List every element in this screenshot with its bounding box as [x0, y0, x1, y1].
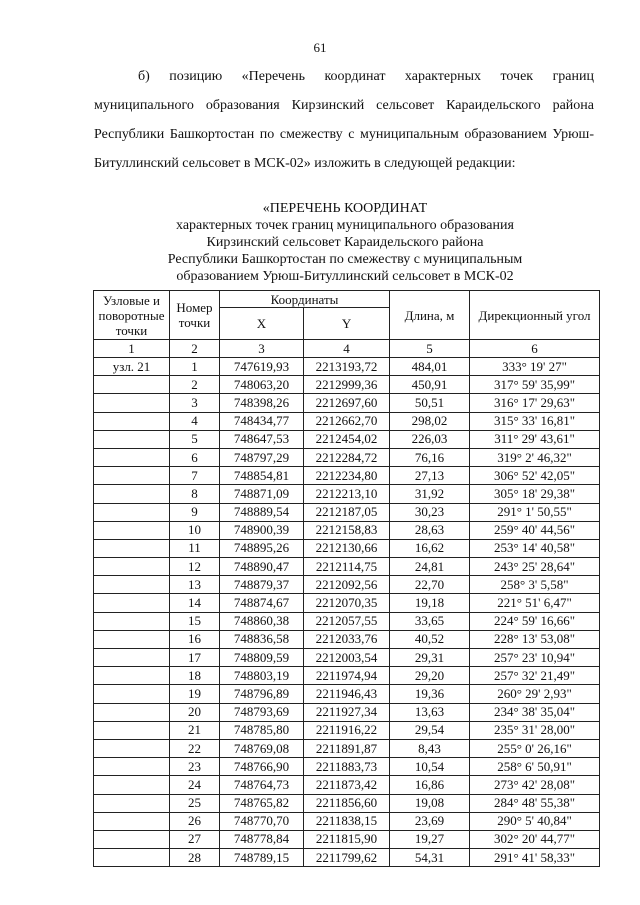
header-direction: Дирекционный угол [470, 291, 600, 340]
angle-cell: 305° 18' 29,38" [470, 485, 600, 503]
y-coordinate-cell: 2211838,15 [304, 812, 390, 830]
title-line: Республики Башкортостан по смежеству с муниципальным [167, 252, 523, 267]
angle-cell: 306° 52' 42,05" [470, 467, 600, 485]
point-number-cell: 17 [170, 649, 220, 667]
table-body [94, 358, 600, 867]
node-cell [94, 612, 170, 630]
table-row [94, 758, 600, 776]
header-y: Y [304, 308, 390, 340]
angle-cell: 224° 59' 16,66" [470, 612, 600, 630]
angle-cell: 291° 41' 58,33" [470, 849, 600, 867]
angle-cell: 228° 13' 53,08" [470, 630, 600, 648]
point-number-cell: 7 [170, 467, 220, 485]
point-number-cell: 11 [170, 539, 220, 557]
length-cell: 22,70 [390, 576, 470, 594]
angle-cell: 221° 51' 6,47" [470, 594, 600, 612]
y-coordinate-cell: 2211946,43 [304, 685, 390, 703]
x-coordinate-cell: 748765,82 [220, 794, 304, 812]
table-row [94, 521, 600, 539]
table-row [94, 503, 600, 521]
node-cell [94, 776, 170, 794]
length-cell: 19,08 [390, 794, 470, 812]
length-cell: 31,92 [390, 485, 470, 503]
x-coordinate-cell: 748766,90 [220, 758, 304, 776]
point-number-cell: 24 [170, 776, 220, 794]
length-cell: 298,02 [390, 412, 470, 430]
table-row [94, 412, 600, 430]
point-number-cell: 3 [170, 394, 220, 412]
angle-cell: 319° 2' 46,32" [470, 448, 600, 466]
length-cell: 29,54 [390, 721, 470, 739]
node-cell [94, 667, 170, 685]
table-row [94, 485, 600, 503]
y-coordinate-cell: 2213193,72 [304, 358, 390, 376]
y-coordinate-cell: 2212158,83 [304, 521, 390, 539]
y-coordinate-cell: 2211916,22 [304, 721, 390, 739]
length-cell: 226,03 [390, 430, 470, 448]
x-coordinate-cell: 748809,59 [220, 649, 304, 667]
node-cell [94, 521, 170, 539]
y-coordinate-cell: 2212662,70 [304, 412, 390, 430]
x-coordinate-cell: 748900,39 [220, 521, 304, 539]
y-coordinate-cell: 2212003,54 [304, 649, 390, 667]
node-cell [94, 849, 170, 867]
node-cell [94, 703, 170, 721]
angle-cell: 260° 29' 2,93" [470, 685, 600, 703]
y-coordinate-cell: 2211974,94 [304, 667, 390, 685]
node-cell [94, 649, 170, 667]
angle-cell: 333° 19' 27" [470, 358, 600, 376]
table-row [94, 794, 600, 812]
table-row [94, 539, 600, 557]
length-cell: 50,51 [390, 394, 470, 412]
y-coordinate-cell: 2212187,05 [304, 503, 390, 521]
title-line: образованием Урюш-Битуллинский сельсовет в МСК-02 [176, 269, 514, 284]
x-coordinate-cell: 748871,09 [220, 485, 304, 503]
length-cell: 23,69 [390, 812, 470, 830]
node-cell [94, 503, 170, 521]
node-cell [94, 485, 170, 503]
point-number-cell: 16 [170, 630, 220, 648]
column-number: 6 [470, 340, 600, 358]
header-nodes: Узловые и поворотные точки [94, 291, 170, 340]
point-number-cell: 1 [170, 358, 220, 376]
node-cell [94, 576, 170, 594]
point-number-cell: 5 [170, 430, 220, 448]
node-cell [94, 794, 170, 812]
node-cell [94, 394, 170, 412]
table-row [94, 394, 600, 412]
y-coordinate-cell: 2212070,35 [304, 594, 390, 612]
x-coordinate-cell: 748764,73 [220, 776, 304, 794]
coordinates-table [93, 290, 600, 867]
x-coordinate-cell: 748836,58 [220, 630, 304, 648]
angle-cell: 284° 48' 55,38" [470, 794, 600, 812]
y-coordinate-cell: 2212213,10 [304, 485, 390, 503]
point-number-cell: 22 [170, 739, 220, 757]
length-cell: 54,31 [390, 849, 470, 867]
length-cell: 29,31 [390, 649, 470, 667]
x-coordinate-cell: 748803,19 [220, 667, 304, 685]
length-cell: 28,63 [390, 521, 470, 539]
angle-cell: 315° 33' 16,81" [470, 412, 600, 430]
point-number-cell: 26 [170, 812, 220, 830]
angle-cell: 259° 40' 44,56" [470, 521, 600, 539]
x-coordinate-cell: 748770,70 [220, 812, 304, 830]
x-coordinate-cell: 748895,26 [220, 539, 304, 557]
node-cell [94, 539, 170, 557]
header-x: X [220, 308, 304, 340]
angle-cell: 235° 31' 28,00" [470, 721, 600, 739]
column-number: 3 [220, 340, 304, 358]
y-coordinate-cell: 2212092,56 [304, 576, 390, 594]
y-coordinate-cell: 2212057,55 [304, 612, 390, 630]
node-cell [94, 376, 170, 394]
point-number-cell: 23 [170, 758, 220, 776]
point-number-cell: 18 [170, 667, 220, 685]
table-row [94, 849, 600, 867]
angle-cell: 255° 0' 26,16" [470, 739, 600, 757]
column-number: 1 [94, 340, 170, 358]
x-coordinate-cell: 748769,08 [220, 739, 304, 757]
length-cell: 29,20 [390, 667, 470, 685]
y-coordinate-cell: 2211799,62 [304, 849, 390, 867]
length-cell: 13,63 [390, 703, 470, 721]
y-coordinate-cell: 2212114,75 [304, 558, 390, 576]
x-coordinate-cell: 748647,53 [220, 430, 304, 448]
node-cell [94, 594, 170, 612]
point-number-cell: 25 [170, 794, 220, 812]
header-length: Длина, м [390, 291, 470, 340]
length-cell: 33,65 [390, 612, 470, 630]
point-number-cell: 8 [170, 485, 220, 503]
y-coordinate-cell: 2212130,66 [304, 539, 390, 557]
length-cell: 8,43 [390, 739, 470, 757]
point-number-cell: 21 [170, 721, 220, 739]
x-coordinate-cell: 748854,81 [220, 467, 304, 485]
table-row [94, 830, 600, 848]
x-coordinate-cell: 748874,67 [220, 594, 304, 612]
node-cell [94, 739, 170, 757]
node-cell [94, 430, 170, 448]
node-cell [94, 630, 170, 648]
length-cell: 19,18 [390, 594, 470, 612]
table-row [94, 376, 600, 394]
y-coordinate-cell: 2211891,87 [304, 739, 390, 757]
x-coordinate-cell: 748796,89 [220, 685, 304, 703]
x-coordinate-cell: 747619,93 [220, 358, 304, 376]
table-row [94, 612, 600, 630]
point-number-cell: 12 [170, 558, 220, 576]
title-line: характерных точек границ муниципального образования [176, 218, 514, 233]
table-row [94, 685, 600, 703]
x-coordinate-cell: 748860,38 [220, 612, 304, 630]
length-cell: 27,13 [390, 467, 470, 485]
title-line: «ПЕРЕЧЕНЬ КООРДИНАТ [262, 201, 428, 216]
length-cell: 30,23 [390, 503, 470, 521]
table-title [100, 200, 590, 285]
node-cell [94, 412, 170, 430]
y-coordinate-cell: 2212697,60 [304, 394, 390, 412]
header-point-number: Номер точки [170, 291, 220, 340]
length-cell: 16,62 [390, 539, 470, 557]
node-cell [94, 758, 170, 776]
point-number-cell: 13 [170, 576, 220, 594]
y-coordinate-cell: 2211815,90 [304, 830, 390, 848]
x-coordinate-cell: 748879,37 [220, 576, 304, 594]
table-row [94, 558, 600, 576]
angle-cell: 253° 14' 40,58" [470, 539, 600, 557]
angle-cell: 257° 32' 21,49" [470, 667, 600, 685]
node-cell [94, 721, 170, 739]
point-number-cell: 20 [170, 703, 220, 721]
node-cell [94, 448, 170, 466]
angle-cell: 258° 6' 50,91" [470, 758, 600, 776]
x-coordinate-cell: 748434,77 [220, 412, 304, 430]
point-number-cell: 15 [170, 612, 220, 630]
y-coordinate-cell: 2212033,76 [304, 630, 390, 648]
point-number-cell: 19 [170, 685, 220, 703]
node-cell [94, 830, 170, 848]
point-number-cell: 14 [170, 594, 220, 612]
angle-cell: 258° 3' 5,58" [470, 576, 600, 594]
y-coordinate-cell: 2212999,36 [304, 376, 390, 394]
x-coordinate-cell: 748890,47 [220, 558, 304, 576]
table-row [94, 358, 600, 376]
table-row [94, 467, 600, 485]
point-number-cell: 2 [170, 376, 220, 394]
table-row [94, 430, 600, 448]
table-row [94, 667, 600, 685]
x-coordinate-cell: 748785,80 [220, 721, 304, 739]
y-coordinate-cell: 2212284,72 [304, 448, 390, 466]
table-row [94, 448, 600, 466]
length-cell: 16,86 [390, 776, 470, 794]
point-number-cell: 9 [170, 503, 220, 521]
y-coordinate-cell: 2212234,80 [304, 467, 390, 485]
point-number-cell: 6 [170, 448, 220, 466]
angle-cell: 273° 42' 28,08" [470, 776, 600, 794]
table-row [94, 721, 600, 739]
node-cell [94, 558, 170, 576]
length-cell: 10,54 [390, 758, 470, 776]
angle-cell: 290° 5' 40,84" [470, 812, 600, 830]
y-coordinate-cell: 2211873,42 [304, 776, 390, 794]
x-coordinate-cell: 748889,54 [220, 503, 304, 521]
node-cell: узл. 21 [94, 358, 170, 376]
table-row [94, 812, 600, 830]
angle-cell: 317° 59' 35,99" [470, 376, 600, 394]
point-number-cell: 27 [170, 830, 220, 848]
point-number-cell: 4 [170, 412, 220, 430]
angle-cell: 291° 1' 50,55" [470, 503, 600, 521]
length-cell: 40,52 [390, 630, 470, 648]
table-row [94, 703, 600, 721]
x-coordinate-cell: 748398,26 [220, 394, 304, 412]
page-number: 61 [313, 40, 327, 55]
point-number-cell: 28 [170, 849, 220, 867]
table-row [94, 594, 600, 612]
column-number: 4 [304, 340, 390, 358]
y-coordinate-cell: 2212454,02 [304, 430, 390, 448]
length-cell: 19,36 [390, 685, 470, 703]
table-row [94, 776, 600, 794]
x-coordinate-cell: 748789,15 [220, 849, 304, 867]
table-row [94, 649, 600, 667]
angle-cell: 243° 25' 28,64" [470, 558, 600, 576]
x-coordinate-cell: 748778,84 [220, 830, 304, 848]
table-row [94, 739, 600, 757]
x-coordinate-cell: 748063,20 [220, 376, 304, 394]
title-line: Кирзинский сельсовет Караидельского района [206, 235, 484, 250]
y-coordinate-cell: 2211883,73 [304, 758, 390, 776]
intro-text: б) позицию «Перечень координат характерных точек границ муниципального образования Кирзинский сельсовет Караидельского района Республики Башкортостан по смежеству с муниципальным образованием Урюш-Битуллинский сельсовет в МСК-02» изложить в следующей редакции: [94, 69, 594, 171]
table-row [94, 576, 600, 594]
length-cell: 484,01 [390, 358, 470, 376]
x-coordinate-cell: 748793,69 [220, 703, 304, 721]
angle-cell: 316° 17' 29,63" [470, 394, 600, 412]
length-cell: 19,27 [390, 830, 470, 848]
column-number: 2 [170, 340, 220, 358]
header-coordinates: Координаты [220, 291, 390, 308]
intro-paragraph [94, 62, 594, 178]
angle-cell: 234° 38' 35,04" [470, 703, 600, 721]
node-cell [94, 685, 170, 703]
angle-cell: 311° 29' 43,61" [470, 430, 600, 448]
angle-cell: 257° 23' 10,94" [470, 649, 600, 667]
length-cell: 76,16 [390, 448, 470, 466]
length-cell: 24,81 [390, 558, 470, 576]
point-number-cell: 10 [170, 521, 220, 539]
length-cell: 450,91 [390, 376, 470, 394]
table-row [94, 630, 600, 648]
y-coordinate-cell: 2211856,60 [304, 794, 390, 812]
node-cell [94, 812, 170, 830]
angle-cell: 302° 20' 44,77" [470, 830, 600, 848]
y-coordinate-cell: 2211927,34 [304, 703, 390, 721]
column-number: 5 [390, 340, 470, 358]
node-cell [94, 467, 170, 485]
table-header [94, 291, 600, 358]
x-coordinate-cell: 748797,29 [220, 448, 304, 466]
